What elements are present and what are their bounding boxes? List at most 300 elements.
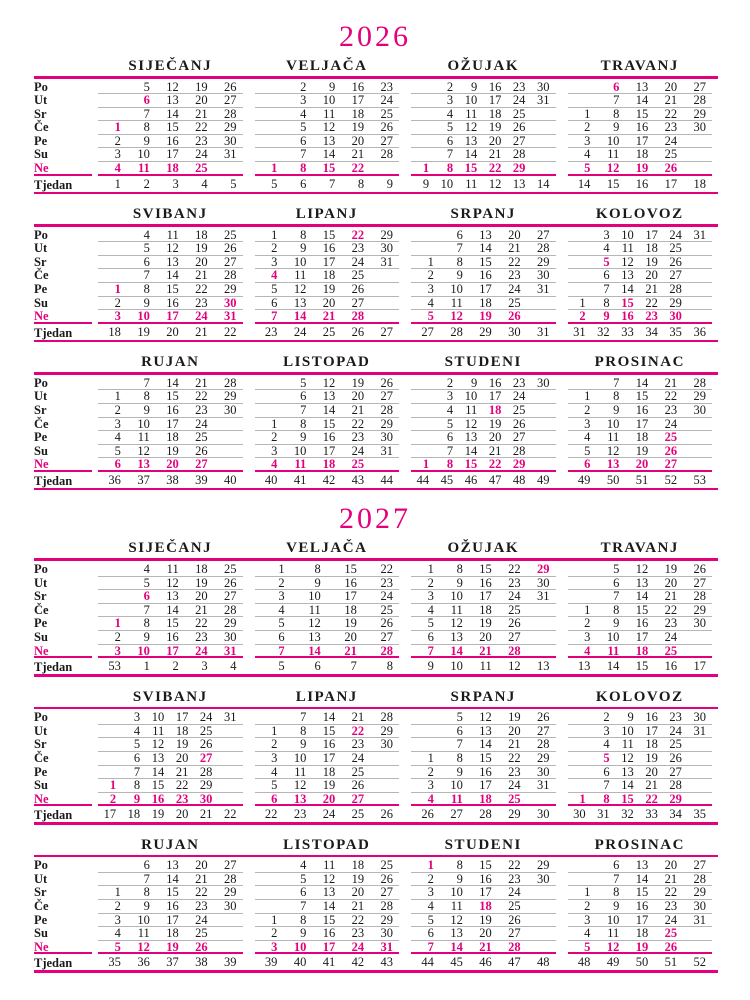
day-number [98,711,122,724]
day-row [568,269,713,283]
day-number: 6 [143,93,150,108]
day-number: 18 [635,430,649,445]
day-number [568,256,592,269]
week-number: 45 [450,955,463,970]
day-number: 6 [114,457,121,472]
day-number: 22 [195,616,208,631]
day-number: 13 [464,430,478,445]
day-number: 26 [199,737,213,752]
week-numbers-row [568,324,713,340]
day-number: 10 [137,912,150,927]
day-number: 30 [380,926,394,941]
day-number: 18 [635,926,649,941]
month-title: RUJAN [141,836,200,853]
day-number [527,793,556,805]
day-number: 21 [488,147,502,162]
day-row [255,229,400,243]
day-number: 26 [380,120,394,135]
day-number: 15 [635,885,649,900]
day-label-če: Če [34,899,49,914]
day-number: 7 [613,871,620,886]
day-number: 12 [450,616,463,631]
day-number: 26 [693,561,707,576]
day-number: 21 [664,93,678,108]
day-row [255,779,400,793]
day-row [255,859,400,873]
day-number: 20 [195,858,208,873]
week-number: 30 [508,324,521,339]
day-row [411,859,556,873]
day-row [411,604,556,618]
week-number: 42 [322,472,336,487]
day-number: 11 [152,723,165,738]
day-number: 19 [488,120,502,135]
day-row [411,873,556,887]
day-number: 24 [512,389,526,404]
day-number: 30 [380,430,394,445]
day-number [98,590,127,603]
day-number [688,283,712,296]
day-number: 16 [322,737,336,752]
day-number: 5 [143,241,150,256]
day-number: 16 [322,430,336,445]
day-number: 5 [603,750,610,765]
day-row [568,563,713,577]
week-number: 49 [577,472,591,487]
day-number [568,590,597,603]
day-number: 3 [300,93,307,108]
day-number: 2 [446,79,454,94]
day-row [568,766,713,780]
day-number: 28 [380,403,394,417]
day-number: 4 [584,926,591,941]
day-number: 7 [143,106,150,121]
day-number [255,135,284,148]
day-number [255,377,284,390]
day-row [98,604,243,618]
day-number [214,418,243,431]
day-number: 10 [606,912,620,927]
day-number [370,752,399,765]
day-number: 6 [143,254,150,269]
day-row [411,404,556,418]
day-number [411,445,435,458]
week-number: 29 [479,324,492,339]
day-number [411,121,435,134]
day-number: 1 [114,616,121,631]
day-number: 31 [537,282,550,297]
day-number: 3 [133,710,141,725]
day-number: 14 [166,106,179,121]
day-row [255,752,400,766]
month-svibanj [98,711,243,822]
day-number: 26 [380,871,394,886]
month-travanj [568,563,713,674]
week-number: 36 [108,472,121,487]
day-number: 18 [166,430,179,445]
week-numbers-row [411,176,556,192]
day-number: 19 [635,443,649,458]
day-number: 9 [300,430,307,445]
day-number: 3 [427,282,434,297]
day-number: 12 [166,575,179,590]
day-number: 6 [446,133,454,148]
day-row [411,900,556,914]
day-number: 28 [224,375,237,390]
month-row-body [34,857,718,970]
day-number: 8 [603,295,610,310]
day-number: 10 [293,750,307,765]
day-row [568,886,713,900]
day-number [683,941,712,953]
day-number: 24 [195,309,208,324]
day-row [98,81,243,95]
day-number: 29 [199,778,213,793]
day-number: 17 [322,939,336,954]
day-number: 23 [351,737,365,752]
day-row [411,941,556,955]
day-number: 3 [114,912,121,927]
day-number: 20 [508,723,521,738]
day-number: 30 [536,375,550,390]
day-number: 12 [621,254,634,269]
day-number: 27 [380,885,394,900]
day-label-po: Po [34,561,48,576]
day-number: 3 [446,93,454,108]
day-number: 7 [133,764,141,779]
day-number: 22 [351,416,365,431]
day-row [568,431,713,445]
day-row [98,590,243,604]
day-label-ne: Ne [34,310,92,324]
day-number: 17 [322,254,336,269]
day-row [411,418,556,432]
day-number: 25 [224,227,237,242]
day-number [255,94,284,107]
day-number: 5 [300,871,307,886]
day-number: 24 [380,93,394,108]
week-number: 14 [606,659,620,674]
day-row [411,310,556,324]
week-number: 30 [537,807,550,822]
day-row [98,269,243,283]
month-title: KOLOVOZ [595,688,684,705]
day-number: 21 [664,375,678,390]
day-number: 17 [479,778,492,793]
day-number: 21 [645,282,658,297]
day-number: 10 [450,282,463,297]
day-row [568,404,713,418]
week-number: 15 [635,659,649,674]
day-number: 20 [322,295,336,310]
day-label-pe: Pe [34,133,48,148]
week-numbers-row [411,954,556,970]
day-number [527,310,556,322]
day-number: 30 [199,791,213,806]
day-number [683,445,712,458]
day-number: 17 [645,227,658,242]
day-number: 14 [635,93,649,108]
day-number: 23 [351,926,365,941]
day-number [527,914,556,927]
day-number: 21 [479,939,492,954]
week-number: 39 [195,472,208,487]
day-number [527,617,556,630]
day-number: 20 [195,589,208,604]
day-number: 9 [456,764,463,779]
month-siječanj [98,81,243,192]
day-number: 5 [603,254,610,269]
day-number: 12 [464,416,478,431]
week-number: 5 [278,659,285,674]
day-number: 19 [635,161,649,176]
day-number: 7 [427,643,434,658]
week-number: 13 [577,659,591,674]
day-number: 25 [351,268,365,283]
day-row [255,390,400,404]
day-number: 30 [537,871,550,886]
day-number [98,563,127,576]
day-number: 25 [351,764,365,779]
day-number: 15 [322,161,336,176]
day-label-ut: Ut [34,871,48,886]
week-number: 15 [606,176,620,191]
day-number: 21 [195,602,208,617]
day-number: 12 [450,309,463,324]
day-number: 19 [166,443,179,458]
day-number: 12 [621,750,634,765]
day-number: 23 [351,430,365,445]
day-number: 3 [584,912,591,927]
day-row [411,563,556,577]
day-row [568,941,713,955]
day-number: 25 [199,723,213,738]
day-number: 30 [380,241,394,256]
week-number: 36 [137,955,150,970]
day-row [411,793,556,807]
day-number: 28 [224,268,237,283]
footer-rule [34,340,718,343]
day-number: 12 [151,737,165,752]
day-number: 23 [669,710,682,725]
day-number: 28 [537,737,550,752]
day-number: 29 [693,885,707,900]
day-number: 5 [143,575,150,590]
day-number: 15 [635,602,649,617]
day-row [98,404,243,418]
day-number: 20 [664,575,678,590]
day-number: 11 [294,764,307,779]
day-number: 30 [224,629,237,644]
day-number: 18 [645,241,658,256]
day-row [568,617,713,631]
day-number: 30 [537,575,550,590]
day-number: 29 [224,389,237,404]
day-number: 11 [323,106,336,121]
day-number: 16 [645,710,658,725]
day-label-su: Su [34,926,48,941]
day-number: 10 [450,589,463,604]
day-number: 30 [224,403,237,417]
day-row [411,577,556,591]
day-number: 24 [508,778,521,793]
month-title: LISTOPAD [283,836,371,853]
day-number: 26 [195,443,208,458]
day-number [98,81,127,94]
day-label-su: Su [34,147,48,162]
day-number: 8 [300,227,307,242]
year-months-grid [0,540,750,972]
week-number: 43 [380,955,394,970]
day-number: 15 [479,858,492,873]
week-number: 18 [127,807,141,822]
day-number: 25 [664,147,678,162]
day-number: 16 [166,629,179,644]
month-row-body [34,561,718,674]
day-number: 4 [584,430,591,445]
day-row [98,873,243,887]
day-number [568,94,597,107]
day-number: 19 [664,561,678,576]
day-label-ut: Ut [34,389,48,404]
day-number: 1 [584,885,591,900]
day-number [411,711,440,724]
day-number [531,108,555,121]
day-number: 15 [479,750,492,765]
day-number: 5 [278,616,285,631]
day-number: 27 [693,575,707,590]
day-number: 17 [635,133,649,148]
day-number: 10 [464,93,478,108]
month-srpanj [411,229,556,340]
day-number: 13 [137,457,150,472]
day-number: 15 [635,389,649,404]
week-number: 37 [166,955,179,970]
week-number: 4 [230,659,237,674]
day-number: 18 [175,723,189,738]
month-lipanj [255,711,400,822]
day-number [683,162,712,174]
day-number: 15 [166,885,179,900]
day-row [568,914,713,928]
day-number: 13 [635,575,649,590]
day-number: 20 [175,750,189,765]
day-number: 27 [693,79,707,94]
week-number: 44 [421,955,434,970]
month-ožujak [411,81,556,192]
day-row [411,283,556,297]
day-number: 22 [645,295,658,310]
day-number: 10 [322,93,336,108]
day-number: 17 [166,643,179,658]
day-number: 6 [603,764,610,779]
month-lipanj [255,229,400,340]
day-number: 10 [621,723,634,738]
day-number: 1 [584,106,591,121]
day-number: 7 [300,899,307,914]
day-row [98,229,243,243]
day-number: 3 [446,389,454,404]
day-number: 2 [114,295,121,310]
day-number: 26 [508,309,521,324]
day-number: 28 [224,871,237,886]
day-row [255,725,400,739]
day-number: 9 [300,737,307,752]
week-number: 32 [597,324,610,339]
month-titles-row [34,206,718,224]
week-number: 3 [201,659,208,674]
day-number: 30 [537,268,550,283]
day-number: 21 [508,737,521,752]
day-number: 28 [380,147,394,162]
week-number: 20 [175,807,189,822]
day-row [255,563,400,577]
week-number: 47 [488,472,502,487]
day-number: 10 [293,443,307,458]
day-number: 11 [137,430,150,445]
day-number: 13 [166,589,179,604]
month-rujan [98,377,243,488]
day-number: 10 [606,629,620,644]
day-number: 14 [635,871,649,886]
day-number: 24 [664,912,678,927]
day-row [98,900,243,914]
day-number [214,445,243,458]
day-number: 5 [271,282,278,297]
day-number: 24 [669,723,682,738]
day-number: 4 [278,602,285,617]
day-row [411,269,556,283]
day-number: 24 [351,254,365,269]
day-number: 24 [351,443,365,458]
day-number: 22 [351,227,365,242]
day-number: 8 [300,161,307,176]
month-row-block [34,354,718,490]
day-row [98,752,243,766]
day-number: 26 [508,616,521,631]
day-label-sr: Sr [34,589,47,604]
day-number: 27 [351,791,365,806]
day-number: 25 [380,602,393,617]
day-number [688,310,712,322]
day-number [568,711,592,724]
day-row [98,94,243,108]
day-number [98,873,127,886]
day-number: 30 [537,764,550,779]
day-number: 9 [470,79,478,94]
day-number [255,81,284,94]
week-number: 41 [322,955,336,970]
day-number: 30 [693,616,707,631]
day-row [411,94,556,108]
day-number: 6 [271,791,278,806]
month-svibanj [98,229,243,340]
day-number: 14 [322,899,336,914]
day-row [568,577,713,591]
day-number: 1 [114,885,121,900]
day-number: 9 [328,79,336,94]
day-row [568,779,713,793]
day-number: 29 [380,227,394,242]
day-row [98,162,243,176]
day-number: 13 [479,723,492,738]
day-number: 20 [664,79,678,94]
day-number: 4 [271,268,278,283]
day-number [531,390,555,403]
day-number: 27 [380,629,393,644]
week-number: 8 [357,176,365,191]
day-number: 30 [693,120,707,135]
